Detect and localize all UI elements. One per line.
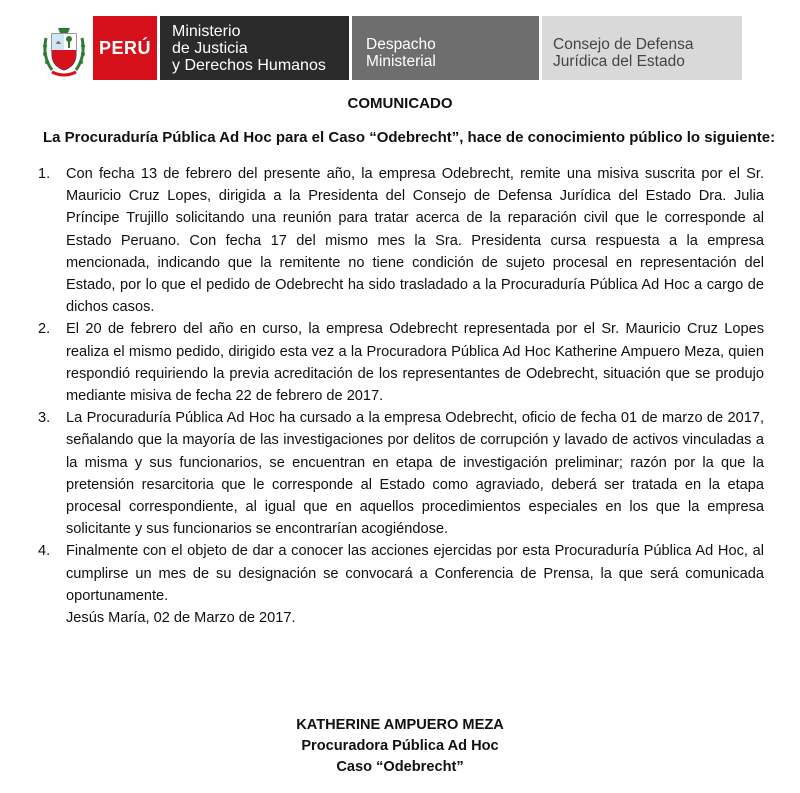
document-title: COMUNICADO [347,95,453,112]
list-item-text: El 20 de febrero del año en curso, la empresa Odebrecht representada por el Sr. Mauricio Cruz Lopes realiza el mismo pedido, dirigido esta vez a la Procuradora Pública Ad Hoc Katherine Ampuero Meza, quien respondió requiriendo la previa acreditación de los representantes de Odebrecht, situación que se produjo mediante misiva de fecha 22 de febrero de 2017. [66,321,764,405]
list-item [38,318,764,407]
place-and-date: Jesús María, 02 de Marzo de 2017. [66,610,296,626]
signer-name: KATHERINE AMPUERO MEZA [296,717,504,733]
peru-coat-of-arms-icon [38,16,90,80]
government-header [38,16,742,80]
list-item-text: Finalmente con el objeto de dar a conocer las acciones ejercidas por esta Procuraduría Pública Ad Hoc, al cumplirse un mes de su designación se convocará a Conferencia de Prensa, la que será comunicada oportunamente. [66,543,764,604]
list-item [38,540,764,607]
list-item [38,163,764,318]
list-item-number: 1. [38,166,51,182]
list-item [38,407,764,540]
list-item-number: 3. [38,410,51,427]
list-item-text: Con fecha 13 de febrero del presente año, la empresa Odebrecht, remite una misiva suscrita por el Sr. Mauricio Cruz Lopes, dirigida a la Presidenta del Consejo de Defensa Jurídica del Estado Dra. Julia Príncipe Trujillo solicitando una reunión para tratar acerca de la reparación civil que le corresponde al Estado Peruano. Con fecha 17 del mismo mes la Sra. Presidenta cursa respuesta a la empresa mencionada, indicando que la remitente no tiene condición de sujeto procesal en representación del Estado, por lo que el pedido de Odebrecht ha sido trasladado a la Procuraduría Pública Ad Hoc a cargo de dichos casos. [66,166,764,316]
document-intro: La Procuraduría Pública Ad Hoc para el Caso “Odebrecht”, hace de conocimiento público lo siguiente: [43,129,776,146]
council-label: Consejo de Defensa Jurídica del Estado [542,16,742,80]
statement-list [38,163,764,607]
list-item-number: 2. [38,321,51,338]
office-label: Despacho Ministerial [352,16,539,80]
country-label: PERÚ [93,16,157,80]
signature-block [0,715,800,778]
list-item-text: La Procuraduría Pública Ad Hoc ha cursado a la empresa Odebrecht, oficio de fecha 01 de marzo de 2017, señalando que la mayoría de las investigaciones por delitos de corrupción y lavado de activos vinculadas a la misma y sus funcionarios, se encuentran en etapa de investigación preliminar; razón por la que la pretensión resarcitoria que le corresponde al Estado como agraviado, deberá ser tratada en la etapa procesal correspondiente, al igual que en aquellos procedimientos especiales en los que la empresa solicitante y sus funcionarios se encontrarían acogiéndose. [66,410,764,538]
signer-case: Caso “Odebrecht” [336,759,464,775]
list-item-number: 4. [38,543,51,560]
ministry-label: Ministerio de Justicia y Derechos Humanos [160,16,349,80]
signer-role: Procuradora Pública Ad Hoc [301,738,499,754]
